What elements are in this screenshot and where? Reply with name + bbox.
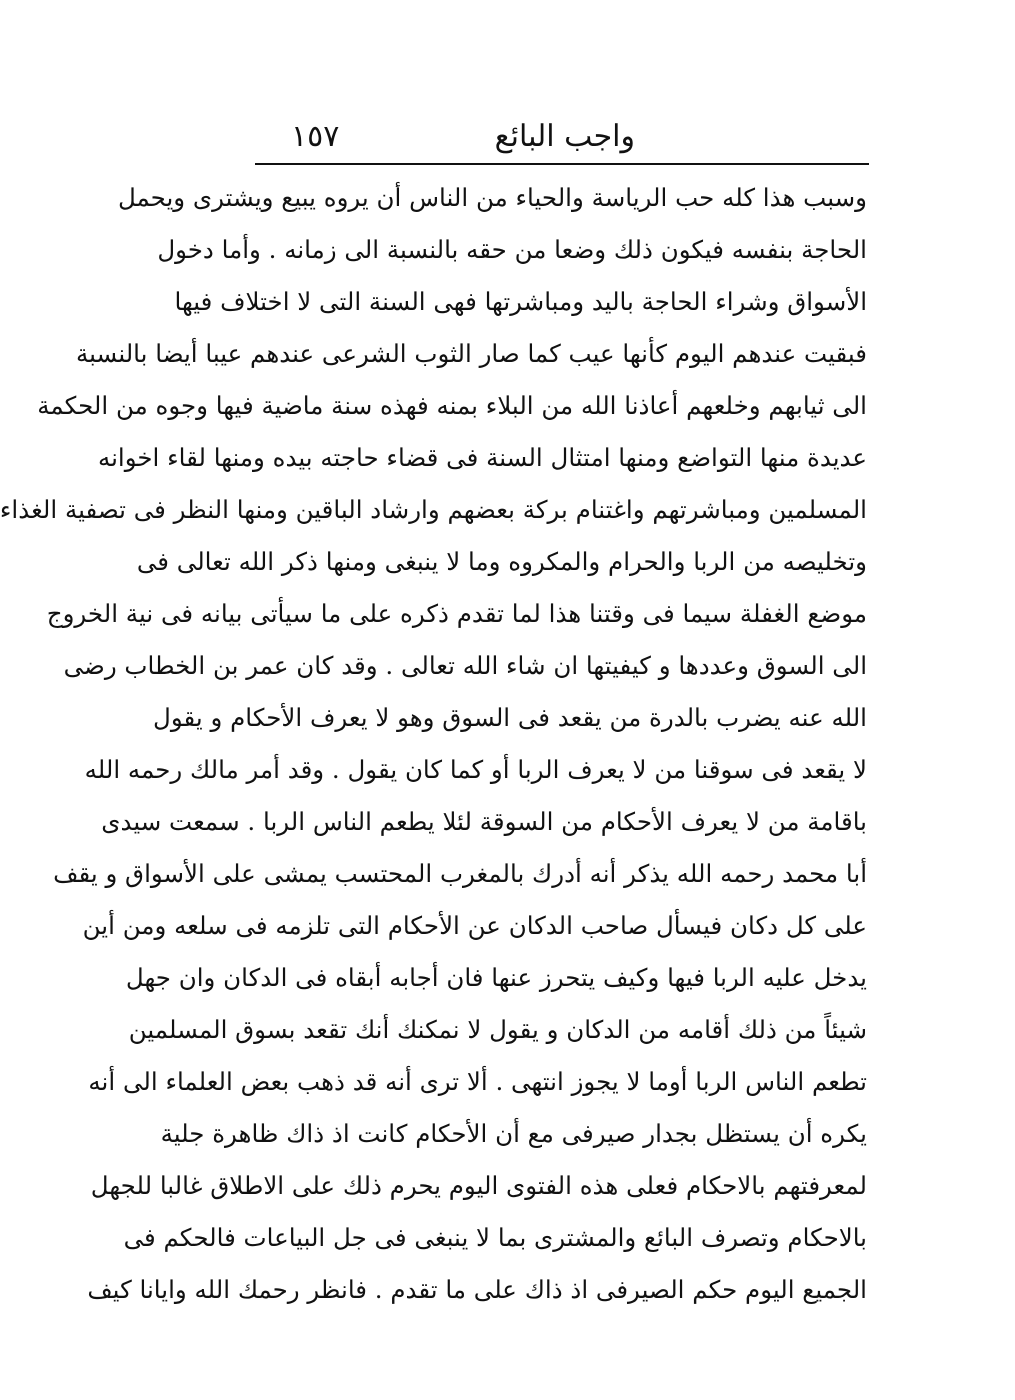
- body-text: [0, 172, 867, 1316]
- text-line: موضع الغفلة سيما فى وقتنا هذا لما تقدم ذكره على ما سيأتى بيانه فى نية الخروج: [46, 599, 867, 628]
- text-line: الأسواق وشراء الحاجة باليد ومباشرتها فهى السنة التى لا اختلاف فيها: [174, 287, 867, 316]
- text-line: الجميع اليوم حكم الصيرفى اذ ذاك على ما تقدم . فانظر رحمك الله وايانا كيف: [87, 1275, 867, 1304]
- text-line: المسلمين ومباشرتهم واغتنام بركة بعضهم وارشاد الباقين ومنها النظر فى تصفية الغذاء: [0, 495, 867, 524]
- text-line: وتخليصه من الربا والحرام والمكروه وما لا ينبغى ومنها ذكر الله تعالى فى: [136, 547, 867, 576]
- text-line: فبقيت عندهم اليوم كأنها عيب كما صار الثوب الشرعى عندهم عيبا أيضا بالنسبة: [75, 339, 867, 368]
- text-line: يدخل عليه الربا فيها وكيف يتحرز عنها فان أجابه أبقاه فى الدكان وان جهل: [125, 963, 867, 992]
- text-line: شيئاً من ذلك أقامه من الدكان و يقول لا نمكنك أنك تقعد بسوق المسلمين: [128, 1015, 867, 1044]
- text-line: أبا محمد رحمه الله يذكر أنه أدرك بالمغرب المحتسب يمشى على الأسواق و يقف: [53, 859, 867, 888]
- text-line: تطعم الناس الربا أوما لا يجوز انتهى . ألا ترى أنه قد ذهب بعض العلماء الى أنه: [88, 1067, 867, 1096]
- text-line: الى السوق وعددها و كيفيتها ان شاء الله تعالى . وقد كان عمر بن الخطاب رضى: [63, 651, 867, 680]
- page-header: [259, 112, 867, 160]
- text-line: يكره أن يستظل بجدار صيرفى مع أن الأحكام كانت اذ ذاك ظاهرة جلية: [160, 1119, 867, 1148]
- running-title: واجب البائع: [494, 119, 635, 154]
- text-line: الحاجة بنفسه فيكون ذلك وضعا من حقه بالنسبة الى زمانه . وأما دخول: [157, 235, 867, 264]
- text-line: الله عنه يضرب بالدرة من يقعد فى السوق وهو لا يعرف الأحكام و يقول: [153, 703, 867, 732]
- header-rule: [255, 163, 869, 165]
- text-line: على كل دكان فيسأل صاحب الدكان عن الأحكام التى تلزمه فى سلعه ومن أين: [82, 911, 867, 940]
- text-line: بالاحكام وتصرف البائع والمشترى بما لا ينبغى فى جل البياعات فالحكم فى: [123, 1223, 867, 1252]
- text-line: وسبب هذا كله حب الرياسة والحياء من الناس أن يروه يبيع ويشترى ويحمل: [117, 183, 867, 212]
- text-line: باقامة من لا يعرف الأحكام من السوقة لئلا يطعم الناس الربا . سمعت سيدى: [101, 807, 867, 836]
- text-line: عديدة منها التواضع ومنها امتثال السنة فى قضاء حاجته بيده ومنها لقاء اخوانه: [97, 443, 867, 472]
- page-number: ١٥٧: [291, 119, 340, 154]
- text-line: لا يقعد فى سوقنا من لا يعرف الربا أو كما كان يقول . وقد أمر مالك رحمه الله: [84, 755, 867, 784]
- text-line: لمعرفتهم بالاحكام فعلى هذه الفتوى اليوم يحرم ذلك على الاطلاق غالبا للجهل: [90, 1171, 867, 1200]
- text-line: الى ثيابهم وخلعهم أعاذنا الله من البلاء بمنه فهذه سنة ماضية فيها وجوه من الحكمة: [37, 391, 867, 420]
